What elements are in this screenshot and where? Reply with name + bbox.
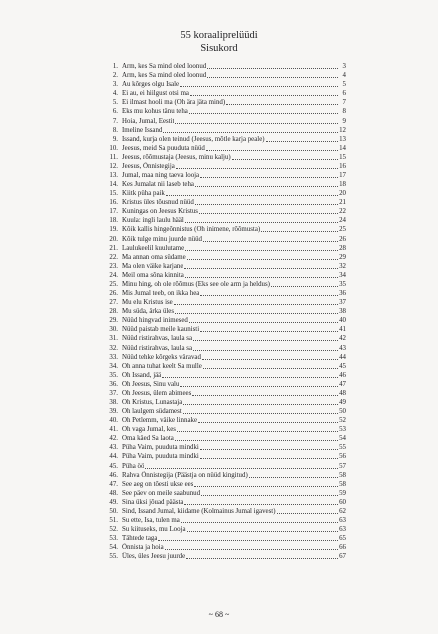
- toc-entry-page: 4: [342, 72, 346, 80]
- toc-entry-title: Kiitk püha paik: [122, 190, 165, 198]
- dot-leader: [200, 449, 338, 450]
- dot-leader: [232, 159, 338, 160]
- toc-entry-number: 27.: [109, 299, 118, 307]
- toc-entry: [104, 416, 346, 425]
- toc-entry-number: 25.: [109, 280, 118, 288]
- toc-entry-number: 29.: [109, 317, 118, 325]
- toc-entry: [104, 62, 346, 71]
- toc-entry-title: Oh Jeesus, Sinu valu: [122, 380, 180, 388]
- toc-entry-number: 47.: [109, 480, 118, 488]
- dot-leader: [202, 359, 338, 360]
- dot-leader: [175, 440, 338, 441]
- toc-entry-page: 63: [339, 526, 346, 534]
- toc-entry-page: 6: [342, 90, 346, 98]
- toc-entry-page: 60: [339, 498, 346, 506]
- toc-entry-number: 52.: [109, 526, 118, 534]
- toc-entry: [104, 516, 346, 525]
- dot-leader: [162, 377, 338, 378]
- toc-entry-title: Püha Vaim, puuduta mindki: [122, 444, 199, 452]
- dot-leader: [145, 468, 338, 469]
- table-of-contents: [104, 62, 346, 561]
- toc-entry-number: 13.: [109, 172, 118, 180]
- toc-entry-number: 26.: [109, 290, 118, 298]
- dot-leader: [194, 486, 338, 487]
- toc-entry: [104, 280, 346, 289]
- toc-entry-title: Üles, üles Jeesu juurde: [122, 553, 186, 561]
- toc-entry-number: 43.: [109, 444, 118, 452]
- toc-entry-page: 8: [342, 108, 346, 116]
- toc-entry-page: 7: [342, 99, 346, 107]
- toc-entry: [104, 461, 346, 470]
- toc-entry-page: 28: [339, 244, 346, 252]
- toc-entry: [104, 425, 346, 434]
- dot-leader: [184, 268, 338, 269]
- toc-entry-page: 13: [339, 135, 346, 143]
- toc-entry-title: Su kiituseks, mu Looja: [122, 526, 186, 534]
- toc-entry-title: Oh Petlemm, väike linnake: [122, 417, 198, 425]
- dot-leader: [261, 231, 338, 232]
- toc-entry-number: 24.: [109, 271, 118, 279]
- toc-entry: [104, 80, 346, 89]
- dot-leader: [185, 250, 338, 251]
- toc-entry-number: 22.: [109, 253, 118, 261]
- toc-entry: [104, 271, 346, 280]
- toc-entry-number: 17.: [109, 208, 118, 216]
- toc-entry: [104, 452, 346, 461]
- toc-entry-number: 50.: [109, 507, 118, 515]
- toc-entry-title: Kõik kallis hingeõnnistus (Oh inimene, rõõmusta): [122, 226, 261, 234]
- toc-entry-number: 18.: [109, 217, 118, 225]
- toc-entry-page: 47: [339, 380, 346, 388]
- toc-entry-title: Ma annan oma südame: [122, 253, 186, 261]
- toc-entry-title: Eks mu kohus tänu teha: [122, 108, 188, 116]
- dot-leader: [200, 458, 338, 459]
- toc-entry-title: Oh Kristus, Lunastaja: [122, 398, 183, 406]
- dot-leader: [207, 77, 338, 78]
- toc-entry-page: 25: [339, 226, 346, 234]
- toc-entry-number: 15.: [109, 190, 118, 198]
- toc-entry-page: 20: [339, 190, 346, 198]
- toc-entry-number: 54.: [109, 544, 118, 552]
- toc-entry-title: Issand, kurja olen teinud (Jeesus, mõtle karja peale): [122, 135, 265, 143]
- dot-leader: [181, 522, 338, 523]
- toc-entry: [104, 543, 346, 552]
- toc-entry-page: 12: [339, 126, 346, 134]
- toc-entry-title: Jeesus, Õnnistegija: [122, 162, 175, 170]
- dot-leader: [266, 141, 338, 142]
- toc-entry-page: 40: [339, 317, 346, 325]
- toc-entry: [104, 153, 346, 162]
- toc-entry: [104, 353, 346, 362]
- toc-entry-number: 1.: [112, 63, 118, 71]
- toc-entry-page: 35: [339, 280, 346, 288]
- dot-leader: [195, 204, 338, 205]
- toc-entry-title: Mis Jumal teeb, on ikka hea: [122, 290, 200, 298]
- toc-entry-page: 37: [339, 299, 346, 307]
- toc-entry-page: 21: [339, 199, 346, 207]
- toc-entry-title: Ma olen väike karjane: [122, 262, 184, 270]
- toc-entry: [104, 116, 346, 125]
- dot-leader: [175, 313, 338, 314]
- toc-entry-title: Kes Jumalat nii laseb teha: [122, 181, 194, 189]
- toc-entry-page: 26: [339, 235, 346, 243]
- toc-entry-title: See päev on meile saabunud: [122, 489, 201, 497]
- toc-entry-title: Nüüd tehke kõrgeks väravad: [122, 353, 201, 361]
- toc-entry-title: Imeline Issand: [122, 126, 163, 134]
- toc-entry: [104, 316, 346, 325]
- dot-leader: [183, 413, 338, 414]
- toc-entry-title: Oma käed Sa laota: [122, 435, 174, 443]
- toc-entry: [104, 262, 346, 271]
- toc-entry-page: 15: [339, 153, 346, 161]
- dot-leader: [176, 168, 338, 169]
- dot-leader: [206, 150, 338, 151]
- dot-leader: [177, 431, 338, 432]
- toc-entry-title: Oh vaga Jumal, kes: [122, 426, 176, 434]
- toc-entry: [104, 171, 346, 180]
- toc-entry-page: 36: [339, 290, 346, 298]
- toc-entry-number: 44.: [109, 453, 118, 461]
- title-block: [0, 30, 438, 55]
- toc-entry-number: 8.: [112, 126, 118, 134]
- toc-entry-title: Ei au, ei hiilgust otsi ma: [122, 90, 189, 98]
- toc-entry-title: Jumal, maa ning taeva looja: [122, 172, 200, 180]
- toc-entry-title: Nüüd paistab meile kaunisti: [122, 326, 200, 334]
- toc-entry-page: 48: [339, 389, 346, 397]
- toc-entry-number: 32.: [109, 344, 118, 352]
- toc-entry-title: Kuula: ingli laulu hääl: [122, 217, 184, 225]
- toc-entry-number: 3.: [112, 81, 118, 89]
- toc-entry: [104, 389, 346, 398]
- toc-entry: [104, 135, 346, 144]
- toc-entry-number: 39.: [109, 408, 118, 416]
- toc-entry-title: Rahva Õnnistegija (Päästja on nüüd kingitud): [122, 471, 248, 479]
- toc-entry-title: Arm, kes Sa mind oled loonud: [122, 72, 207, 80]
- toc-entry: [104, 525, 346, 534]
- toc-entry-page: 45: [339, 362, 346, 370]
- dot-leader: [199, 213, 338, 214]
- toc-entry-number: 42.: [109, 435, 118, 443]
- toc-entry-title: Au kõrges olgu Isale: [122, 81, 180, 89]
- toc-entry-page: 67: [339, 553, 346, 561]
- dot-leader: [185, 277, 338, 278]
- dot-leader: [163, 132, 338, 133]
- toc-entry-title: Jeesus, meid Sa puuduta nüüd: [122, 144, 205, 152]
- toc-entry-page: 58: [339, 471, 346, 479]
- toc-entry-page: 58: [339, 480, 346, 488]
- toc-entry-title: Minu hing, oh ole rõõmus (Eks see ole arm ja heldus): [122, 280, 270, 288]
- toc-entry-title: Jeesus, rõõmustaja (Jeesus, minu kalju): [122, 153, 231, 161]
- toc-entry-title: Kuningas on Jeesus Kristus: [122, 208, 198, 216]
- toc-entry: [104, 380, 346, 389]
- toc-entry-number: 4.: [112, 90, 118, 98]
- toc-entry-title: Mu süda, ärka üles: [122, 308, 175, 316]
- dot-leader: [201, 495, 338, 496]
- toc-entry-title: Arm, kes Sa mind oled loonud: [122, 63, 207, 71]
- dot-leader: [195, 186, 338, 187]
- toc-entry: [104, 343, 346, 352]
- toc-entry-page: 62: [339, 507, 346, 515]
- toc-entry-title: Oh anna tuhat keelt Sa mulle: [122, 362, 202, 370]
- toc-entry: [104, 98, 346, 107]
- toc-entry: [104, 71, 346, 80]
- toc-entry: [104, 189, 346, 198]
- toc-entry-title: Oh laulgem südamest: [122, 408, 182, 416]
- toc-entry: [104, 126, 346, 135]
- toc-entry-number: 16.: [109, 199, 118, 207]
- dot-leader: [192, 395, 338, 396]
- toc-entry: [104, 253, 346, 262]
- toc-entry-title: Nüüd ristirahvas, laula sa: [122, 344, 193, 352]
- toc-entry: [104, 216, 346, 225]
- toc-entry-number: 35.: [109, 371, 118, 379]
- toc-entry-number: 2.: [112, 72, 118, 80]
- dot-leader: [226, 104, 338, 105]
- toc-entry-page: 63: [339, 516, 346, 524]
- toc-entry-number: 21.: [109, 244, 118, 252]
- toc-entry-title: Mu elu Kristus ise: [122, 299, 173, 307]
- toc-entry-title: Kõik tulge minu juurde nüüd: [122, 235, 202, 243]
- dot-leader: [249, 477, 338, 478]
- dot-leader: [180, 386, 338, 387]
- dot-leader: [158, 540, 338, 541]
- toc-entry-number: 36.: [109, 380, 118, 388]
- dot-leader: [186, 558, 338, 559]
- toc-entry-page: 16: [339, 162, 346, 170]
- toc-entry: [104, 507, 346, 516]
- toc-entry-page: 24: [339, 217, 346, 225]
- page-title: 55 koraaliprelüüdi: [180, 30, 258, 41]
- dot-leader: [203, 368, 338, 369]
- toc-entry-title: Oh Jeesus, ülem abimees: [122, 389, 192, 397]
- toc-entry-number: 33.: [109, 353, 118, 361]
- toc-entry-title: Nüüd ristirahvas, laula sa: [122, 335, 193, 343]
- toc-entry: [104, 443, 346, 452]
- toc-entry-page: 9: [342, 117, 346, 125]
- dot-leader: [200, 331, 338, 332]
- toc-entry-number: 37.: [109, 389, 118, 397]
- toc-entry-number: 55.: [109, 553, 118, 561]
- page-subtitle: Sisukord: [200, 43, 238, 54]
- dot-leader: [193, 350, 338, 351]
- toc-entry-page: 18: [339, 181, 346, 189]
- toc-entry-title: Püha Vaim, puuduta mindki: [122, 453, 199, 461]
- toc-entry-page: 44: [339, 353, 346, 361]
- dot-leader: [187, 259, 338, 260]
- toc-entry-title: Ei ilmast hooli ma (Oh ära jäta mind): [122, 99, 226, 107]
- toc-entry: [104, 398, 346, 407]
- toc-entry-number: 51.: [109, 516, 118, 524]
- toc-entry: [104, 298, 346, 307]
- toc-entry-title: Püha öö: [122, 462, 145, 470]
- toc-entry: [104, 471, 346, 480]
- toc-entry-page: 42: [339, 335, 346, 343]
- toc-entry-page: 41: [339, 326, 346, 334]
- dot-leader: [185, 222, 338, 223]
- toc-entry-title: Kristus üles tõusnud nüüd: [122, 199, 194, 207]
- toc-entry-number: 5.: [112, 99, 118, 107]
- dot-leader: [200, 177, 338, 178]
- toc-entry-page: 14: [339, 144, 346, 152]
- dot-leader: [198, 422, 338, 423]
- toc-entry: [104, 207, 346, 216]
- toc-entry: [104, 289, 346, 298]
- toc-entry-number: 34.: [109, 362, 118, 370]
- toc-entry-title: Nüüd hingvad inimesed: [122, 317, 188, 325]
- toc-entry-page: 3: [342, 63, 346, 71]
- toc-entry-number: 7.: [112, 117, 118, 125]
- toc-entry-number: 14.: [109, 181, 118, 189]
- dot-leader: [174, 304, 338, 305]
- toc-entry: [104, 162, 346, 171]
- toc-entry-title: See aeg on tõesti ukse ees: [122, 480, 194, 488]
- toc-entry-number: 6.: [112, 108, 118, 116]
- toc-entry: [104, 89, 346, 98]
- dot-leader: [183, 404, 338, 405]
- dot-leader: [165, 549, 338, 550]
- toc-entry-page: 32: [339, 262, 346, 270]
- dot-leader: [190, 95, 338, 96]
- toc-entry-page: 59: [339, 489, 346, 497]
- toc-entry-number: 49.: [109, 498, 118, 506]
- toc-entry: [104, 362, 346, 371]
- toc-entry-page: 56: [339, 453, 346, 461]
- toc-entry-page: 49: [339, 398, 346, 406]
- toc-entry-number: 23.: [109, 262, 118, 270]
- toc-entry: [104, 198, 346, 207]
- toc-entry-title: Hoia, Jumal, Eestit: [122, 117, 175, 125]
- dot-leader: [203, 241, 338, 242]
- toc-entry-page: 38: [339, 308, 346, 316]
- dot-leader: [277, 513, 339, 514]
- toc-entry-number: 53.: [109, 535, 118, 543]
- toc-entry-page: 52: [339, 417, 346, 425]
- toc-entry-title: Meil oma sõna kinnita: [122, 271, 184, 279]
- toc-entry-title: Su ette, Isa, tulen ma: [122, 516, 180, 524]
- toc-entry: [104, 144, 346, 153]
- toc-entry: [104, 334, 346, 343]
- toc-entry: [104, 234, 346, 243]
- toc-entry-number: 19.: [109, 226, 118, 234]
- toc-entry: [104, 325, 346, 334]
- toc-entry-page: 29: [339, 253, 346, 261]
- toc-entry: [104, 244, 346, 253]
- toc-entry-number: 41.: [109, 426, 118, 434]
- dot-leader: [200, 295, 338, 296]
- dot-leader: [189, 322, 338, 323]
- dot-leader: [184, 504, 338, 505]
- toc-entry-title: Sind, Issand Jumal, kiidame (Kolmainus Jumal igavest): [122, 507, 276, 515]
- toc-entry-number: 40.: [109, 417, 118, 425]
- toc-entry-number: 9.: [112, 135, 118, 143]
- toc-entry-number: 38.: [109, 398, 118, 406]
- page-number: ~ 68 ~: [208, 610, 230, 619]
- toc-entry-title: Tähtede taga: [122, 535, 158, 543]
- toc-entry-page: 46: [339, 371, 346, 379]
- toc-entry-number: 45.: [109, 462, 118, 470]
- toc-entry-page: 54: [339, 435, 346, 443]
- toc-entry-page: 17: [339, 172, 346, 180]
- dot-leader: [166, 195, 338, 196]
- dot-leader: [193, 340, 338, 341]
- toc-entry-number: 20.: [109, 235, 118, 243]
- dot-leader: [180, 86, 338, 87]
- toc-entry-page: 5: [342, 81, 346, 89]
- dot-leader: [175, 123, 338, 124]
- toc-entry: [104, 489, 346, 498]
- toc-entry: [104, 225, 346, 234]
- toc-entry-title: Sina üksi jõuad päästa: [122, 498, 184, 506]
- toc-entry-page: 65: [339, 535, 346, 543]
- toc-entry-number: 31.: [109, 335, 118, 343]
- toc-entry-page: 57: [339, 462, 346, 470]
- dot-leader: [271, 286, 338, 287]
- toc-entry-number: 10.: [109, 144, 118, 152]
- toc-entry-number: 48.: [109, 489, 118, 497]
- toc-entry: [104, 371, 346, 380]
- toc-entry-page: 66: [339, 544, 346, 552]
- toc-entry-title: Laulukeelil kuulutame: [122, 244, 185, 252]
- toc-entry: [104, 534, 346, 543]
- toc-entry-page: 22: [339, 208, 346, 216]
- toc-entry: [104, 180, 346, 189]
- toc-entry-page: 34: [339, 271, 346, 279]
- toc-entry-number: 28.: [109, 308, 118, 316]
- toc-entry-page: 55: [339, 444, 346, 452]
- toc-entry-number: 30.: [109, 326, 118, 334]
- toc-entry: [104, 107, 346, 116]
- toc-entry-title: Õnnista ja hoia: [122, 544, 164, 552]
- toc-entry-title: Oh Issand, jää: [122, 371, 162, 379]
- toc-entry-page: 53: [339, 426, 346, 434]
- toc-entry: [104, 407, 346, 416]
- toc-entry-number: 11.: [109, 153, 118, 161]
- dot-leader: [207, 68, 338, 69]
- dot-leader: [187, 531, 338, 532]
- toc-entry-number: 12.: [109, 162, 118, 170]
- toc-entry-page: 50: [339, 408, 346, 416]
- toc-entry: [104, 307, 346, 316]
- toc-entry: [104, 552, 346, 561]
- toc-entry: [104, 480, 346, 489]
- dot-leader: [189, 113, 338, 114]
- toc-entry: [104, 498, 346, 507]
- toc-entry-page: 43: [339, 344, 346, 352]
- toc-entry-number: 46.: [109, 471, 118, 479]
- toc-entry: [104, 434, 346, 443]
